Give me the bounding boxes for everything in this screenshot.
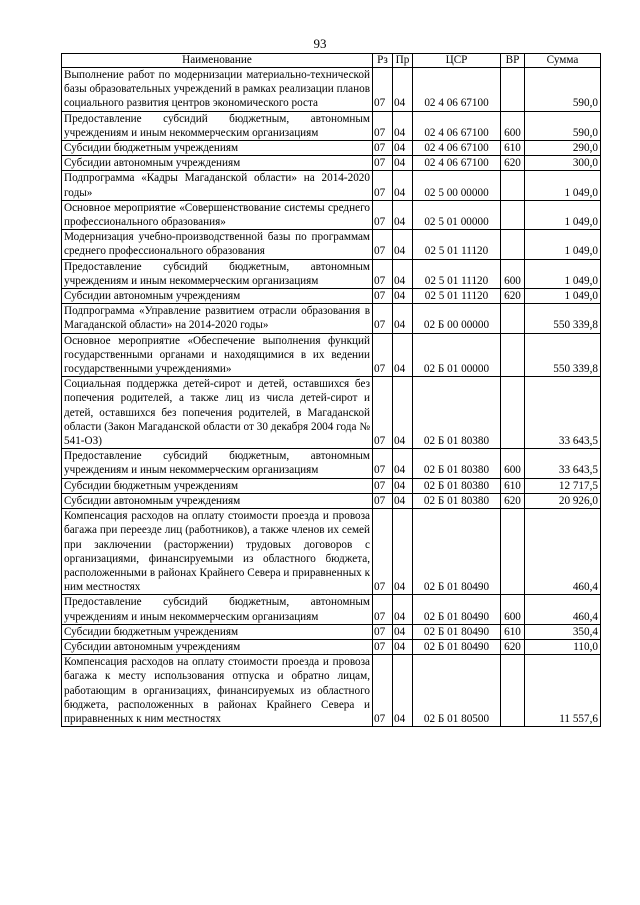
header-sum: Сумма: [525, 54, 601, 68]
cell-rz: 07: [373, 230, 393, 259]
cell-vr: [501, 171, 525, 200]
cell-pr: 04: [393, 156, 413, 171]
cell-sum: 290,0: [525, 141, 601, 156]
cell-sum: 300,0: [525, 156, 601, 171]
cell-vr: 620: [501, 493, 525, 508]
cell-vr: [501, 68, 525, 112]
table-body: [62, 68, 601, 727]
table-row: [62, 304, 601, 333]
cell-vr: 610: [501, 141, 525, 156]
header-rz: Рз: [373, 54, 393, 68]
cell-rz: 07: [373, 304, 393, 333]
cell-pr: 04: [393, 493, 413, 508]
cell-vr: 600: [501, 595, 525, 624]
cell-sum: 33 643,5: [525, 449, 601, 478]
cell-csr: 02 4 06 67100: [413, 68, 501, 112]
table-row: [62, 493, 601, 508]
cell-csr: 02 Б 01 80490: [413, 509, 501, 595]
cell-pr: 04: [393, 200, 413, 229]
cell-vr: 620: [501, 156, 525, 171]
header-pr: Пр: [393, 54, 413, 68]
cell-rz: 07: [373, 259, 393, 288]
cell-csr: 02 5 00 00000: [413, 171, 501, 200]
cell-vr: [501, 230, 525, 259]
cell-name: Субсидии бюджетным учреждениям: [62, 624, 373, 639]
cell-pr: 04: [393, 230, 413, 259]
cell-sum: 12 717,5: [525, 478, 601, 493]
cell-csr: 02 Б 00 00000: [413, 304, 501, 333]
cell-rz: 07: [373, 111, 393, 140]
cell-vr: [501, 304, 525, 333]
cell-rz: 07: [373, 68, 393, 112]
cell-csr: 02 4 06 67100: [413, 141, 501, 156]
cell-csr: 02 5 01 11120: [413, 259, 501, 288]
cell-rz: 07: [373, 624, 393, 639]
cell-pr: 04: [393, 655, 413, 727]
cell-vr: [501, 655, 525, 727]
cell-sum: 1 049,0: [525, 289, 601, 304]
cell-name: Субсидии автономным учреждениям: [62, 156, 373, 171]
table-row: [62, 259, 601, 288]
cell-csr: 02 5 01 11120: [413, 230, 501, 259]
cell-sum: 1 049,0: [525, 259, 601, 288]
cell-csr: 02 Б 01 80380: [413, 493, 501, 508]
cell-name: Субсидии бюджетным учреждениям: [62, 141, 373, 156]
cell-sum: 590,0: [525, 68, 601, 112]
cell-pr: 04: [393, 141, 413, 156]
cell-csr: 02 Б 01 80380: [413, 377, 501, 449]
cell-csr: 02 Б 01 80490: [413, 624, 501, 639]
table-row: [62, 655, 601, 727]
header-csr: ЦСР: [413, 54, 501, 68]
cell-vr: 600: [501, 259, 525, 288]
cell-csr: 02 4 06 67100: [413, 156, 501, 171]
cell-rz: 07: [373, 156, 393, 171]
table-row: [62, 509, 601, 595]
cell-rz: 07: [373, 449, 393, 478]
cell-sum: 11 557,6: [525, 655, 601, 727]
cell-csr: 02 Б 01 80380: [413, 449, 501, 478]
budget-table: [61, 53, 601, 727]
table-row: [62, 171, 601, 200]
table-row: [62, 377, 601, 449]
cell-vr: 620: [501, 639, 525, 654]
cell-name: Выполнение работ по модернизации материально-технической базы образовательных учреждений в рамках реализации планов социального развития центров экономического роста: [62, 68, 373, 112]
cell-pr: 04: [393, 259, 413, 288]
cell-pr: 04: [393, 449, 413, 478]
cell-vr: 600: [501, 111, 525, 140]
table-header: [62, 54, 601, 68]
cell-rz: 07: [373, 493, 393, 508]
header-vr: ВР: [501, 54, 525, 68]
cell-pr: 04: [393, 68, 413, 112]
table-row: [62, 333, 601, 377]
cell-csr: 02 5 01 11120: [413, 289, 501, 304]
cell-rz: 07: [373, 509, 393, 595]
cell-pr: 04: [393, 478, 413, 493]
cell-sum: 460,4: [525, 595, 601, 624]
cell-csr: 02 Б 01 80490: [413, 595, 501, 624]
cell-rz: 07: [373, 655, 393, 727]
cell-sum: 460,4: [525, 509, 601, 595]
cell-rz: 07: [373, 289, 393, 304]
cell-vr: [501, 333, 525, 377]
table-row: [62, 449, 601, 478]
cell-name: Субсидии бюджетным учреждениям: [62, 478, 373, 493]
cell-pr: 04: [393, 111, 413, 140]
table-row: [62, 289, 601, 304]
table-row: [62, 478, 601, 493]
cell-sum: 1 049,0: [525, 200, 601, 229]
cell-sum: 33 643,5: [525, 377, 601, 449]
cell-vr: 610: [501, 478, 525, 493]
cell-sum: 350,4: [525, 624, 601, 639]
table-row: [62, 156, 601, 171]
cell-csr: 02 5 01 00000: [413, 200, 501, 229]
table-row: [62, 595, 601, 624]
cell-vr: [501, 200, 525, 229]
cell-name: Подпрограмма «Управление развитием отрасли образования в Магаданской области» на 2014-2020 годы»: [62, 304, 373, 333]
page-number: 93: [313, 36, 327, 51]
cell-sum: 550 339,8: [525, 333, 601, 377]
cell-csr: 02 Б 01 80380: [413, 478, 501, 493]
cell-rz: 07: [373, 377, 393, 449]
header-row: [62, 54, 601, 68]
cell-rz: 07: [373, 595, 393, 624]
table-row: [62, 111, 601, 140]
cell-name: Основное мероприятие «Совершенствование системы среднего профессионального образования»: [62, 200, 373, 229]
table-row: [62, 230, 601, 259]
cell-name: Компенсация расходов на оплату стоимости проезда и провоза багажа при переезде лиц (работников), а также членов их семей при заключении (расторжении) трудовых договоров с организациями, финансируемыми из областного бюджета, расположенными в районах Крайнего Севера и приравненных к ним местностях: [62, 509, 373, 595]
cell-pr: 04: [393, 377, 413, 449]
cell-pr: 04: [393, 333, 413, 377]
cell-pr: 04: [393, 289, 413, 304]
cell-name: Предоставление субсидий бюджетным, автономным учреждениям и иным некоммерческим организациям: [62, 111, 373, 140]
cell-pr: 04: [393, 171, 413, 200]
table-row: [62, 624, 601, 639]
cell-name: Субсидии автономным учреждениям: [62, 289, 373, 304]
cell-pr: 04: [393, 624, 413, 639]
cell-rz: 07: [373, 141, 393, 156]
cell-name: Подпрограмма «Кадры Магаданской области» на 2014-2020 годы»: [62, 171, 373, 200]
cell-sum: 20 926,0: [525, 493, 601, 508]
table-row: [62, 200, 601, 229]
cell-name: Субсидии автономным учреждениям: [62, 639, 373, 654]
cell-vr: [501, 509, 525, 595]
cell-vr: 600: [501, 449, 525, 478]
table-row: [62, 639, 601, 654]
cell-name: Предоставление субсидий бюджетным, автономным учреждениям и иным некоммерческим организациям: [62, 449, 373, 478]
cell-name: Предоставление субсидий бюджетным, автономным учреждениям и иным некоммерческим организациям: [62, 595, 373, 624]
header-name: Наименование: [62, 54, 373, 68]
cell-pr: 04: [393, 639, 413, 654]
table-row: [62, 141, 601, 156]
cell-name: Субсидии автономным учреждениям: [62, 493, 373, 508]
cell-csr: 02 Б 01 00000: [413, 333, 501, 377]
cell-name: Основное мероприятие «Обеспечение выполнения функций государственными органами и находящимися в их ведении государственными учреждениями»: [62, 333, 373, 377]
cell-sum: 590,0: [525, 111, 601, 140]
cell-name: Социальная поддержка детей-сирот и детей, оставшихся без попечения родителей, а также лиц из числа детей-сирот и детей, оставшихся без попечения родителей, в Магаданской области (Закон Магаданской области от 30 декабря 2004 года № 541-ОЗ): [62, 377, 373, 449]
cell-sum: 1 049,0: [525, 230, 601, 259]
cell-rz: 07: [373, 333, 393, 377]
cell-pr: 04: [393, 509, 413, 595]
cell-sum: 110,0: [525, 639, 601, 654]
cell-name: Модернизация учебно-производственной базы по программам среднего профессионального образования: [62, 230, 373, 259]
cell-pr: 04: [393, 595, 413, 624]
cell-csr: 02 Б 01 80500: [413, 655, 501, 727]
cell-name: Компенсация расходов на оплату стоимости проезда и провоза багажа к месту использования отпуска и обратно лицам, работающим в организациях, финансируемых из областного бюджета, расположенных в районах Крайнего Севера и приравненных к ним местностях: [62, 655, 373, 727]
cell-rz: 07: [373, 200, 393, 229]
table-row: [62, 68, 601, 112]
cell-pr: 04: [393, 304, 413, 333]
cell-rz: 07: [373, 171, 393, 200]
cell-csr: 02 4 06 67100: [413, 111, 501, 140]
cell-sum: 550 339,8: [525, 304, 601, 333]
cell-rz: 07: [373, 478, 393, 493]
cell-name: Предоставление субсидий бюджетным, автономным учреждениям и иным некоммерческим организациям: [62, 259, 373, 288]
cell-vr: 620: [501, 289, 525, 304]
cell-csr: 02 Б 01 80490: [413, 639, 501, 654]
cell-sum: 1 049,0: [525, 171, 601, 200]
cell-rz: 07: [373, 639, 393, 654]
cell-vr: [501, 377, 525, 449]
cell-vr: 610: [501, 624, 525, 639]
